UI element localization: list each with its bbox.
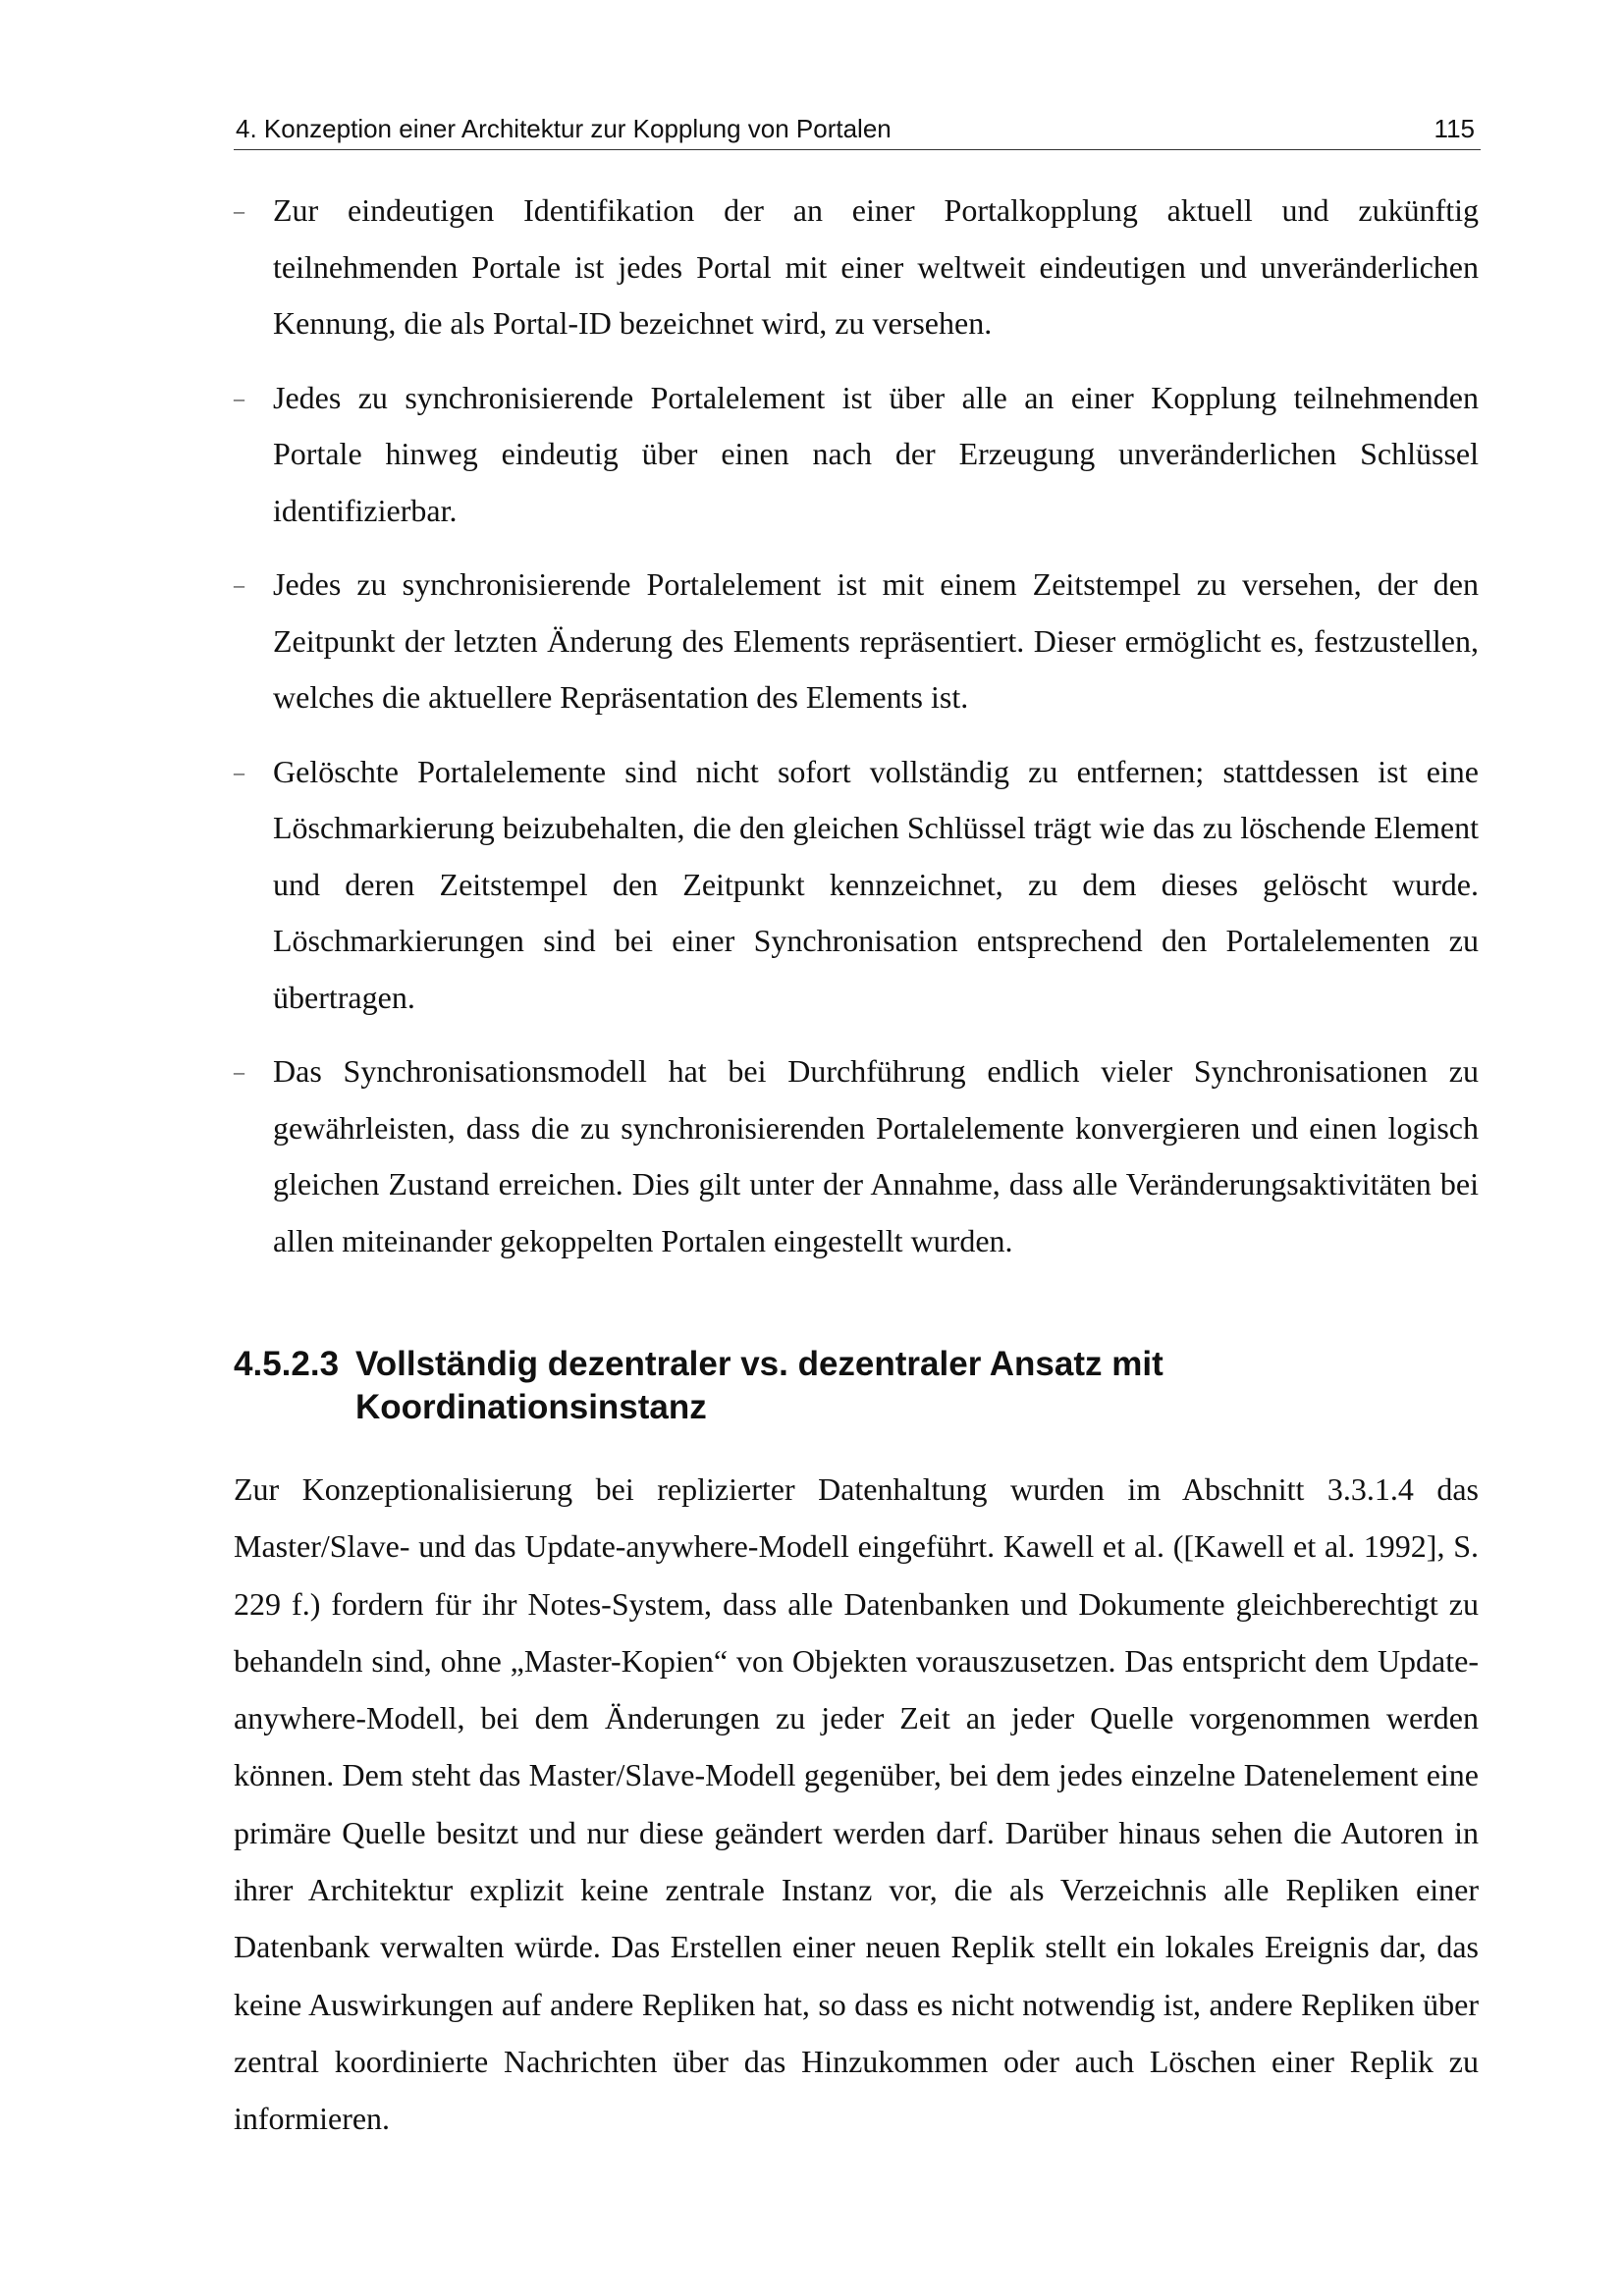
list-item	[234, 1043, 1479, 1269]
bullet-dash: –	[234, 759, 244, 784]
bullet-dash: –	[234, 385, 244, 410]
page-header	[234, 110, 1481, 150]
list-item-text: Das Synchronisationsmodell hat bei Durchführung endlich vieler Synchronisationen zu gewährleisten, dass die zu synchronisierenden Portalelemente konvergieren und einen logisch gleichen Zustand erreichen. Dies gilt unter der Annahme, dass alle Veränderungsaktivitäten bei allen miteinander gekoppelten Portalen eingestellt wurden.	[273, 1053, 1479, 1258]
page-number: 115	[1434, 114, 1475, 143]
bullet-dash: –	[234, 572, 244, 597]
requirements-list	[234, 183, 1479, 1287]
bullet-dash: –	[234, 1059, 244, 1084]
list-item-text: Jedes zu synchronisierende Portalelement ist über alle an einer Kopplung teilnehmenden Portale hinweg eindeutig über einen nach der Erzeugung unveränderlichen Schlüssel identifizierbar.	[273, 379, 1479, 528]
running-title: 4. Konzeption einer Architektur zur Kopplung von Portalen	[236, 114, 892, 143]
list-item	[234, 370, 1479, 540]
body-paragraph: Zur Konzeptionalisierung bei replizierter Datenhaltung wurden im Abschnitt 3.3.1.4 das Master/Slave- und das Update-anywhere-Modell eingeführt. Kawell et al. ([Kawell et al. 1992], S. 229 f.) fordern für ihr Notes-System, dass alle Datenbanken und Dokumente gleichberechtigt zu behandeln sind, ohne „Master-Kopien“ von Objekten vorauszusetzen. Das entspricht dem Update-anywhere-Modell, bei dem Änderungen zu jeder Zeit an jeder Quelle vorgenommen werden können. Dem steht das Master/Slave-Modell gegenüber, bei dem jedes einzelne Datenelement eine primäre Quelle besitzt und nur diese geändert werden darf. Darüber hinaus sehen die Autoren in ihrer Architektur explizit keine zentrale Instanz vor, die als Verzeichnis alle Repliken einer Datenbank verwalten würde. Das Erstellen einer neuen Replik stellt ein lokales Ereignis dar, das keine Auswirkungen auf andere Repliken hat, so dass es nicht notwendig ist, andere Repliken über zentral koordinierte Nachrichten über das Hinzukommen oder auch Löschen einer Replik zu informieren.	[234, 1471, 1479, 2137]
list-item-text: Jedes zu synchronisierende Portalelement ist mit einem Zeitstempel zu versehen, der den Zeitpunkt der letzten Änderung des Elements repräsentiert. Dieser ermöglicht es, festzustellen, welches die aktuellere Repräsentation des Elements ist.	[273, 566, 1479, 715]
list-item-text: Zur eindeutigen Identifikation der an einer Portalkopplung aktuell und zukünftig teilnehmenden Portale ist jedes Portal mit einer weltweit eindeutigen und unveränderlichen Kennung, die als Portal-ID bezeichnet wird, zu versehen.	[273, 192, 1479, 341]
list-item	[234, 744, 1479, 1027]
bullet-dash: –	[234, 198, 244, 223]
list-item	[234, 183, 1479, 352]
section-heading	[234, 1343, 1481, 1429]
section-title: Vollständig dezentraler vs. dezentraler Ansatz mit Koordinationsinstanz	[355, 1345, 1163, 1426]
list-item-text: Gelöschte Portalelemente sind nicht sofort vollständig zu entfernen; stattdessen ist eine Löschmarkierung beizubehalten, die den gleichen Schlüssel trägt wie das zu löschende Element und deren Zeitstempel den Zeitpunkt kennzeichnet, zu dem dieses gelöscht wurde. Löschmarkierungen sind bei einer Synchronisation entsprechend den Portalelementen zu übertragen.	[273, 753, 1479, 1015]
list-item	[234, 557, 1479, 726]
section-number: 4.5.2.3	[234, 1345, 340, 1383]
